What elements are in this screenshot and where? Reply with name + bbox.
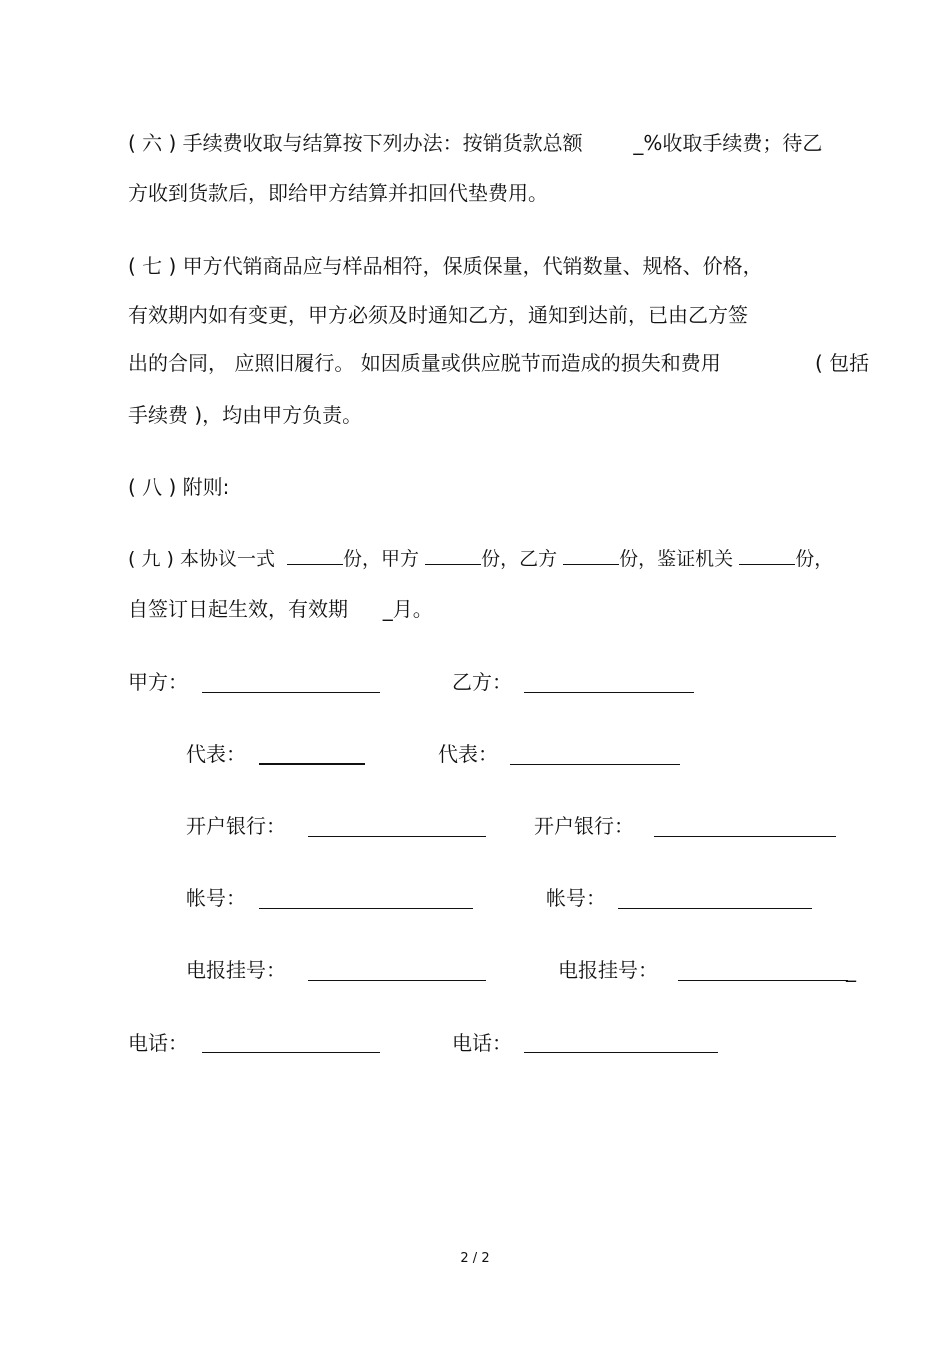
bank-a-field[interactable]: [308, 836, 486, 837]
clause-9-prefix: ( 九 ) 本协议一式: [128, 548, 275, 570]
clause-9-line-2-b: _月。: [382, 597, 433, 621]
bank-b-field[interactable]: [654, 836, 836, 837]
party-a-label: 甲方：: [128, 670, 188, 694]
phone-a-label: 电话：: [128, 1031, 188, 1055]
telegraph-b-field[interactable]: [678, 980, 848, 981]
clause-9-part-a: 份，甲方: [343, 548, 420, 570]
clause-9-part-b: 份，乙方: [481, 548, 558, 570]
rep-b-label: 代表：: [438, 742, 498, 766]
clause-6-text-b: _%收取手续费；待乙: [633, 131, 823, 155]
bank-a-label: 开户银行：: [186, 814, 286, 838]
copies-party-a-blank[interactable]: [425, 546, 481, 565]
account-a-field[interactable]: [259, 908, 473, 909]
rep-b-field[interactable]: [510, 764, 680, 765]
rep-a-label: 代表：: [186, 742, 246, 766]
account-b-field[interactable]: [618, 908, 812, 909]
copies-party-b-blank[interactable]: [563, 546, 619, 565]
clause-7-line-2: 有效期内如有变更，甲方必须及时通知乙方，通知到达前，已由乙方签: [128, 303, 748, 327]
phone-b-field[interactable]: [524, 1052, 718, 1053]
telegraph-b-tail: _: [846, 958, 856, 982]
clause-9-line-2: [128, 596, 433, 622]
page-number: 2 / 2: [460, 1251, 490, 1266]
clause-9-part-c: 份，鉴证机关: [619, 548, 734, 570]
party-a-field[interactable]: [202, 692, 380, 693]
telegraph-a-field[interactable]: [308, 980, 486, 981]
clause-9-line-2-a: 自签订日起生效，有效期: [128, 597, 348, 621]
party-b-label: 乙方：: [452, 670, 512, 694]
bank-b-label: 开户银行：: [534, 814, 634, 838]
copies-total-blank[interactable]: [287, 546, 343, 565]
clause-6-line-1: [128, 130, 822, 156]
phone-a-field[interactable]: [202, 1052, 380, 1053]
clause-7-line-4: 手续费 )，均由甲方负责。: [128, 403, 363, 427]
clause-7-line-3-a: 出的合同， 应照旧履行。 如因质量或供应脱节而造成的损失和费用: [128, 351, 721, 375]
telegraph-b-label: 电报挂号：: [558, 958, 658, 982]
clause-9-part-d: 份，: [795, 548, 834, 570]
copies-authority-blank[interactable]: [739, 546, 795, 565]
phone-b-label: 电话：: [452, 1031, 512, 1055]
clause-8-line-1: ( 八 ) 附则:: [128, 475, 230, 499]
rep-a-field[interactable]: [259, 763, 365, 765]
clause-6-line-2: 方收到货款后，即给甲方结算并扣回代垫费用。: [128, 181, 548, 205]
account-a-label: 帐号：: [186, 886, 246, 910]
telegraph-a-label: 电报挂号：: [186, 958, 286, 982]
clause-7-line-3-b: ( 包括: [815, 351, 870, 375]
clause-6-text-a: ( 六 ) 手续费收取与结算按下列办法：按销货款总额: [128, 131, 583, 155]
clause-9-line-1: [128, 546, 833, 572]
party-b-field[interactable]: [524, 692, 694, 693]
account-b-label: 帐号：: [546, 886, 606, 910]
clause-7-line-1: ( 七 ) 甲方代销商品应与样品相符，保质保量，代销数量、规格、价格，: [128, 254, 763, 278]
